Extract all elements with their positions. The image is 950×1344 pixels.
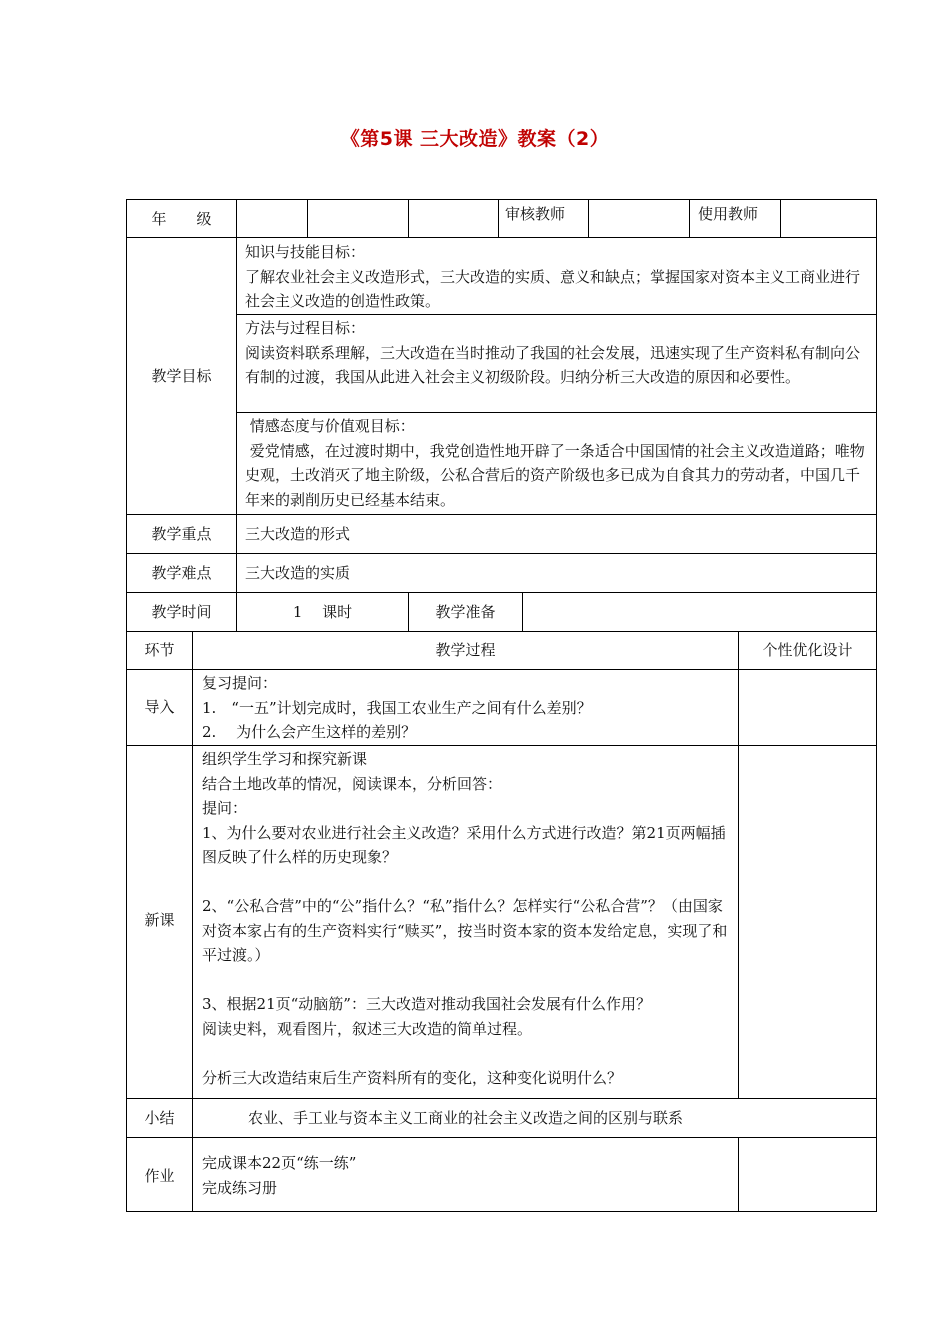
intro-line: 2. 为什么会产生这样的差别？ <box>202 723 417 741</box>
intro-line: 1. “一五”计划完成时，我国工农业生产之间有什么差别？ <box>202 698 592 717</box>
new-lesson-line: 2、“公私合营”中的“公”指什么？“私”指什么？怎样实行“公私合营”？（由国家对资本家占有的生产资料实行“赎买”，按当时资本家的资本发给定息，实现了和平过渡。） <box>202 897 728 964</box>
new-lesson-line: 3、根据21页“动脑筋”：三大改造对推动我国社会发展有什么作用？ <box>202 995 651 1013</box>
table-rule <box>126 631 876 632</box>
table-rule <box>689 199 690 237</box>
process-header: 教学过程 <box>435 641 496 659</box>
new-lesson-line: 1、为什么要对农业进行社会主义改造？采用什么方式进行改造？第21页两幅插图反映了什么样的历史现象？ <box>202 823 726 866</box>
method-goal <box>245 316 870 390</box>
table-rule <box>126 237 876 238</box>
table-rule <box>126 553 876 554</box>
knowledge-goal <box>245 240 870 314</box>
emotion-goal <box>245 414 870 512</box>
new-lesson-line: 分析三大改造结束后生产资料所有的变化，这种变化说明什么？ <box>202 1068 623 1087</box>
table-rule <box>236 412 876 413</box>
table-rule <box>126 1098 876 1099</box>
stage-header: 环节 <box>144 641 175 659</box>
grade-label: 年 级 <box>151 210 212 228</box>
table-rule <box>126 1137 876 1138</box>
table-rule <box>588 199 589 237</box>
table-rule <box>498 199 499 237</box>
method-goal-text: 阅读资料联系理解，三大改造在当时推动了我国的社会发展，迅速实现了生产资料私有制向公有制的过渡，我国从此进入社会主义初级阶段。归纳分析三大改造的原因和必要性。 <box>245 343 861 386</box>
table-rule <box>307 199 308 237</box>
difficulty-label: 教学难点 <box>151 564 212 582</box>
difficulty-value: 三大改造的实质 <box>245 564 351 582</box>
table-rule <box>126 199 876 200</box>
table-rule <box>236 314 876 315</box>
table-rule <box>408 199 409 237</box>
time-value: 1 课时 <box>292 603 353 621</box>
table-rule <box>876 199 877 1212</box>
new-lesson-content <box>202 747 732 1090</box>
homework-line: 完成练习册 <box>202 1178 278 1197</box>
summary-text: 农业、手工业与资本主义工商业的社会主义改造之间的区别与联系 <box>247 1109 683 1127</box>
page-title: 《第5课 三大改造》教案（2） <box>340 128 610 150</box>
method-goal-heading: 方法与过程目标： <box>245 319 366 337</box>
table-rule <box>126 1211 876 1212</box>
new-lesson-line: 结合土地改革的情况，阅读课本，分析回答： <box>202 774 503 793</box>
table-rule <box>738 631 739 1098</box>
new-lesson-line: 提问： <box>202 799 248 817</box>
summary-stage: 小结 <box>144 1109 175 1127</box>
new-lesson-stage: 新课 <box>144 911 175 929</box>
table-rule <box>126 745 876 746</box>
goals-label: 教学目标 <box>151 367 212 385</box>
homework-line: 完成课本22页“练一练” <box>202 1154 357 1172</box>
knowledge-goal-heading: 知识与技能目标： <box>245 243 366 261</box>
new-lesson-line <box>202 870 732 895</box>
design-header: 个性优化设计 <box>762 641 853 659</box>
emotion-goal-heading: 情感态度与价值观目标： <box>245 417 415 435</box>
knowledge-goal-text: 了解农业社会主义改造形式，三大改造的实质、意义和缺点；掌握国家对资本主义工商业进行社会主义改造的创造性政策。 <box>245 267 861 310</box>
table-rule <box>126 669 876 670</box>
emotion-goal-text: 爱党情感，在过渡时期中，我党创造性地开辟了一条适合中国国情的社会主义改造道路；唯物史观，土改消灭了地主阶级，公私合营后的资产阶级也多已成为自食其力的劳动者，中国几千年来的剥削历史已经基本结束。 <box>245 441 865 509</box>
reviewer-label: 审核教师 <box>505 205 566 223</box>
focus-label: 教学重点 <box>151 525 212 543</box>
focus-value: 三大改造的形式 <box>245 525 351 543</box>
intro-content <box>202 671 732 745</box>
new-lesson-line: 阅读史料，观看图片，叙述三大改造的简单过程。 <box>202 1019 533 1038</box>
intro-stage: 导入 <box>144 698 175 716</box>
new-lesson-line <box>202 968 732 993</box>
table-rule <box>780 199 781 237</box>
table-rule <box>126 592 876 593</box>
new-lesson-line <box>202 1041 732 1066</box>
user-teacher-label: 使用教师 <box>698 205 759 223</box>
homework-stage: 作业 <box>144 1167 175 1185</box>
intro-line: 复习提问： <box>202 674 278 692</box>
prep-label: 教学准备 <box>435 603 496 621</box>
homework-content <box>202 1151 732 1200</box>
table-rule <box>738 1137 739 1212</box>
new-lesson-line: 组织学生学习和探究新课 <box>202 750 368 768</box>
table-rule <box>236 199 237 631</box>
table-rule <box>126 514 876 515</box>
table-rule <box>522 592 523 631</box>
time-label: 教学时间 <box>151 603 212 621</box>
